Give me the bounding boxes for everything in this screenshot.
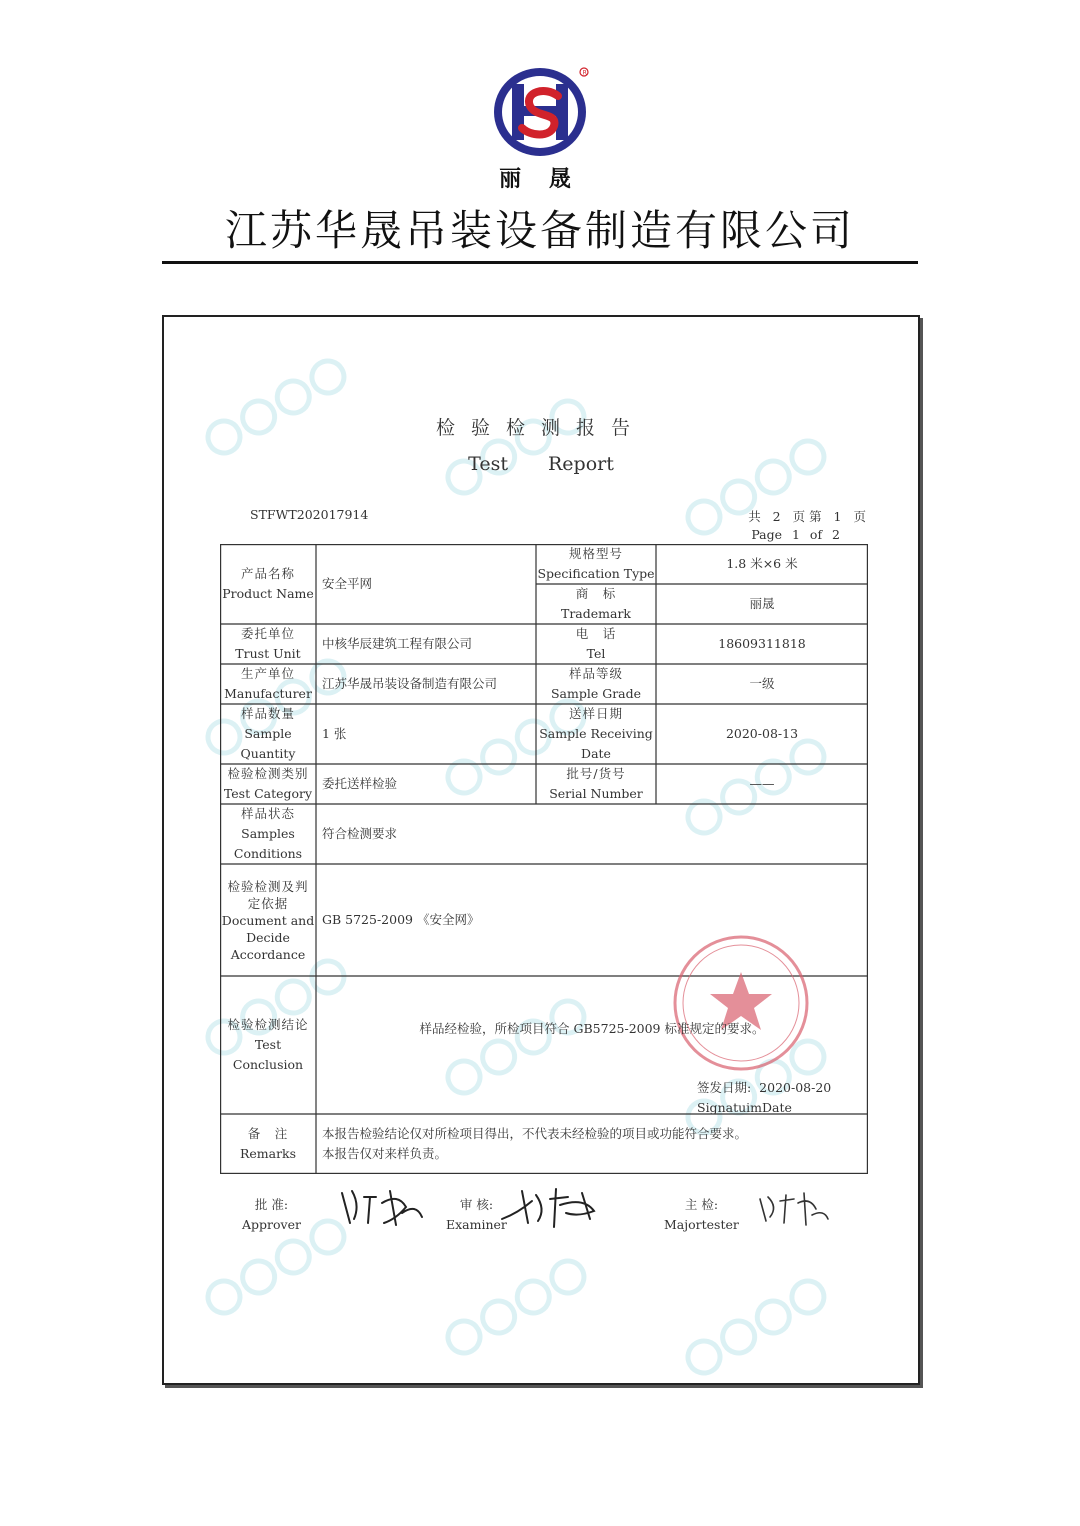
- majortester-signature: [754, 1187, 834, 1231]
- test-category-label: 检验检测类别 Test Category: [223, 766, 313, 801]
- sign-date-block: [697, 1078, 831, 1118]
- tel-label: 电 话 Tel: [575, 626, 617, 661]
- test-report-sheet: [162, 315, 920, 1385]
- examiner-signature: [498, 1183, 608, 1233]
- sign-date-en: SignatuimDate: [697, 1100, 792, 1115]
- sample-quantity-value: 1 张: [322, 726, 347, 741]
- page-indicator-cn: 共 2 页第 1 页: [748, 509, 870, 524]
- majortester-label-cn: 主 检:: [684, 1197, 719, 1212]
- report-table: [220, 544, 868, 1174]
- serial-number-label: 批号/货号 Serial Number: [549, 766, 643, 801]
- report-title-cn: 检验检测报告: [435, 417, 646, 439]
- sample-grade-value: 一级: [749, 676, 775, 691]
- serial-number-value: ——: [749, 776, 775, 791]
- company-name: 江苏华晟吊装设备制造有限公司: [224, 206, 855, 255]
- examiner-label-en: Examiner: [446, 1217, 507, 1232]
- trademark-label: 商 标 Trademark: [560, 586, 632, 621]
- trust-unit-value: 中核华辰建筑工程有限公司: [322, 636, 473, 651]
- samples-conditions-value: 符合检测要求: [322, 826, 398, 841]
- receiving-date-label: 送样日期 Sample Receiving Date: [539, 706, 653, 761]
- trust-unit-label: 委托单位 Trust Unit: [235, 626, 301, 661]
- manufacturer-value: 江苏华晟吊装设备制造有限公司: [322, 676, 498, 691]
- product-name-label: 产品名称 Product Name: [222, 566, 314, 601]
- svg-text:R: R: [582, 69, 587, 77]
- majortester-label-en: Majortester: [664, 1217, 739, 1232]
- approver-label-cn: 批 准:: [254, 1197, 289, 1212]
- examiner-label-cn: 审 核:: [459, 1197, 494, 1212]
- test-category-value: 委托送样检验: [322, 776, 398, 791]
- header-divider: [162, 261, 918, 264]
- accordance-value: GB 5725-2009 《安全网》: [322, 912, 480, 927]
- report-number: STFWT202017914: [250, 507, 369, 522]
- tel-value: 18609311818: [718, 636, 806, 651]
- page-indicator-en: Page 1 of 2: [751, 527, 840, 542]
- samples-conditions-label: 样品状态 Samples Conditions: [233, 806, 303, 861]
- approver-label-en: Approver: [242, 1217, 301, 1232]
- manufacturer-label: 生产单位 Manufacturer: [224, 666, 312, 701]
- spec-type-label: 规格型号 Specification Type: [537, 546, 655, 581]
- remarks-line-2: 本报告仅对来样负责。: [322, 1146, 448, 1161]
- sample-quantity-label: 样品数量 Sample Quantity: [240, 706, 296, 761]
- remarks-label: 备 注 Remarks: [239, 1126, 297, 1161]
- spec-type-value: 1.8 米×6 米: [726, 556, 798, 571]
- accordance-label: 检验检测及判 定依据 Document and Decide Accordance: [221, 878, 315, 962]
- approver-signature: [336, 1183, 426, 1233]
- remarks-value: [316, 1114, 868, 1174]
- receiving-date-value: 2020-08-13: [725, 726, 799, 741]
- report-title-en: Test Report: [468, 453, 614, 475]
- product-name-value: 安全平网: [322, 576, 373, 591]
- sign-date-label: 签发日期:: [697, 1080, 752, 1095]
- remarks-line-1: 本报告检验结论仅对所检项目得出，不代表未经检验的项目或功能符合要求。: [322, 1126, 748, 1141]
- conclusion-label: 检验检测结论 Test Conclusion: [227, 1017, 309, 1072]
- logo-caption: 丽 晟: [499, 167, 581, 192]
- trademark-value: 丽晟: [749, 596, 775, 611]
- conclusion-value: 样品经检验，所检项目符合 GB5725-2009 标准规定的要求。: [419, 1020, 765, 1036]
- sample-grade-label: 样品等级 Sample Grade: [550, 666, 642, 701]
- majortester-block: [664, 1195, 739, 1235]
- sign-date-value: 2020-08-20: [759, 1080, 832, 1095]
- approver-block: [242, 1195, 301, 1235]
